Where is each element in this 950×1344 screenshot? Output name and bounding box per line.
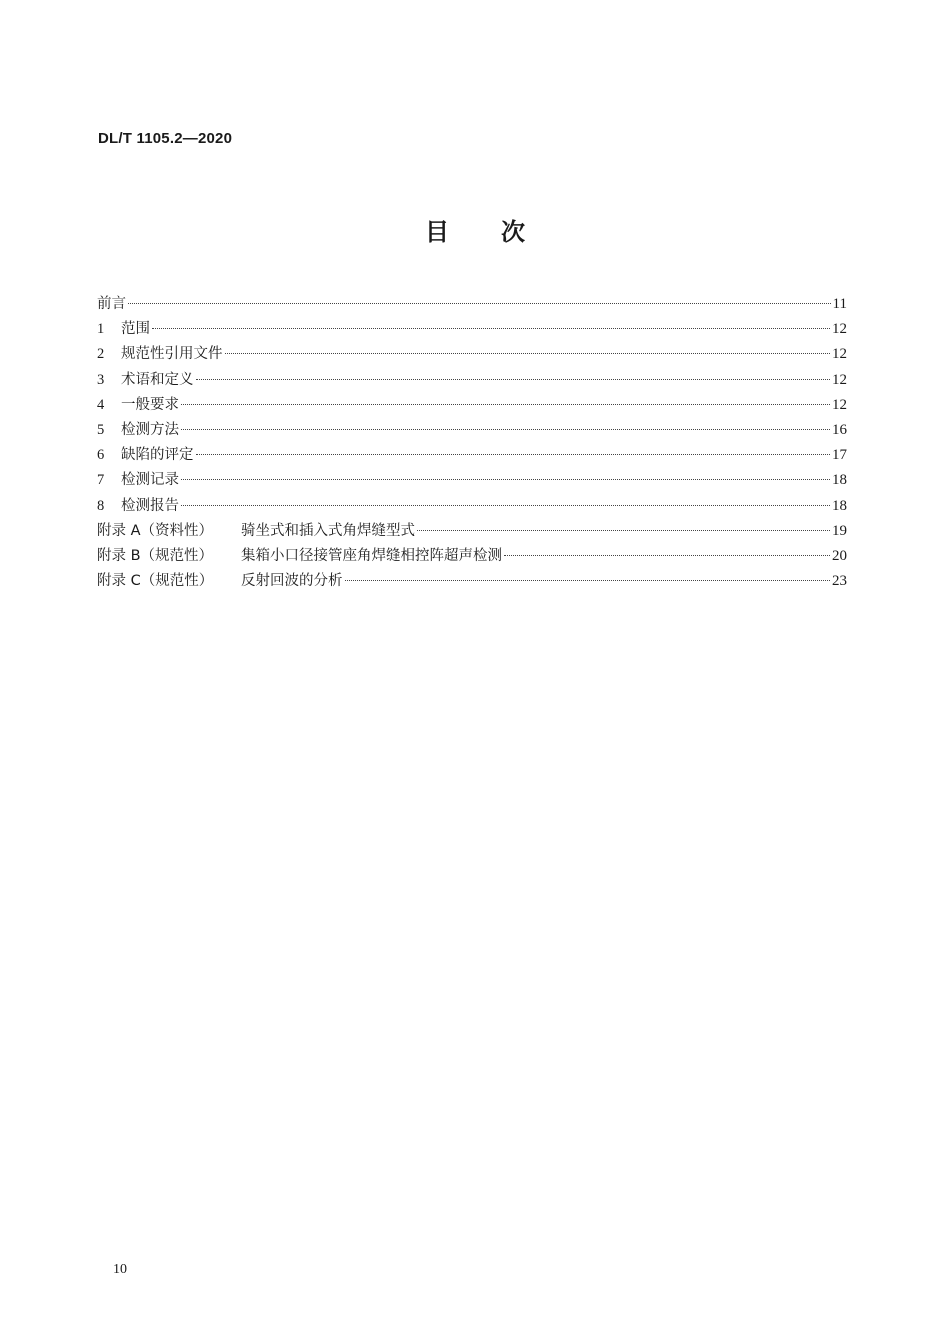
toc-entry-6[interactable] — [97, 443, 847, 468]
standard-code: DL/T 1105.2—2020 — [98, 130, 233, 147]
toc-entry-number: 7 — [97, 472, 105, 489]
toc-entry-page: 12 — [832, 346, 847, 363]
toc-entry-label: 检测记录 — [121, 472, 179, 489]
toc-entry-2[interactable] — [97, 342, 847, 367]
toc-entry-label: 骑坐式和插入式角焊缝型式 — [241, 522, 415, 539]
toc-entry-label: 范围 — [121, 321, 150, 338]
toc-entry-page: 17 — [832, 447, 847, 464]
toc-appendix-prefix: 附录 C（规范性） — [97, 573, 214, 590]
toc-leader-dots — [225, 353, 831, 354]
toc-entry-number: 6 — [97, 447, 105, 464]
toc-entry-8[interactable] — [97, 494, 847, 519]
toc-leader-dots — [181, 404, 830, 405]
toc-entry-label: 检测方法 — [121, 421, 179, 438]
toc-entry-number: 4 — [97, 396, 105, 413]
toc-leader-dots — [196, 379, 831, 380]
toc-appendix-prefix: 附录 B（规范性） — [97, 547, 214, 564]
toc-leader-dots — [181, 505, 830, 506]
toc-leader-dots — [181, 479, 830, 480]
toc-entry-label: 反射回波的分析 — [241, 573, 343, 590]
page-number: 10 — [113, 1262, 127, 1277]
toc-entry-page: 20 — [832, 547, 847, 564]
toc-entry-label: 规范性引用文件 — [121, 346, 223, 363]
toc-entry-label: 缺陷的评定 — [121, 447, 194, 464]
toc-entry-page: 18 — [832, 497, 847, 514]
toc-entry-label: 检测报告 — [121, 497, 179, 514]
toc-entry-label: 前言 — [97, 296, 126, 312]
toc-leader-dots — [152, 328, 830, 329]
toc-entry-number: 3 — [97, 371, 105, 388]
toc-entry-page: 11 — [832, 296, 847, 312]
toc-entry-4[interactable] — [97, 393, 847, 418]
toc-entry-page: 23 — [832, 573, 847, 590]
toc-entry-label: 一般要求 — [121, 396, 179, 413]
toc-entry-page: 12 — [832, 396, 847, 413]
toc-entry-page: 18 — [832, 472, 847, 489]
toc-leader-dots — [504, 555, 830, 556]
toc-entry-number: 5 — [97, 421, 105, 438]
toc-entry-label: 集箱小口径接管座角焊缝相控阵超声检测 — [241, 547, 502, 564]
toc-entry-number: 1 — [97, 321, 105, 338]
toc-title-char-1: 目 — [425, 218, 449, 246]
toc-entry-page: 16 — [832, 421, 847, 438]
toc-entry-1[interactable] — [97, 317, 847, 342]
table-of-contents — [97, 292, 847, 594]
toc-leader-dots — [181, 429, 830, 430]
toc-entry-page: 12 — [832, 371, 847, 388]
toc-entry-appendix-a[interactable] — [97, 519, 847, 544]
toc-entry-label: 术语和定义 — [121, 371, 194, 388]
toc-leader-dots — [417, 530, 830, 531]
toc-entry-page: 12 — [832, 321, 847, 338]
toc-leader-dots — [128, 303, 831, 304]
toc-appendix-prefix: 附录 A（资料性） — [97, 522, 214, 539]
toc-entry-page: 19 — [832, 522, 847, 539]
toc-leader-dots — [345, 580, 831, 581]
toc-entry-5[interactable] — [97, 418, 847, 443]
toc-title — [0, 212, 950, 247]
toc-entry-number: 2 — [97, 346, 105, 363]
toc-entry-foreword[interactable] — [97, 292, 847, 317]
toc-entry-7[interactable] — [97, 468, 847, 493]
toc-title-char-2: 次 — [501, 218, 525, 246]
toc-entry-number: 8 — [97, 497, 105, 514]
toc-entry-3[interactable] — [97, 368, 847, 393]
toc-entry-appendix-c[interactable] — [97, 569, 847, 594]
toc-leader-dots — [196, 454, 831, 455]
toc-entry-appendix-b[interactable] — [97, 544, 847, 569]
